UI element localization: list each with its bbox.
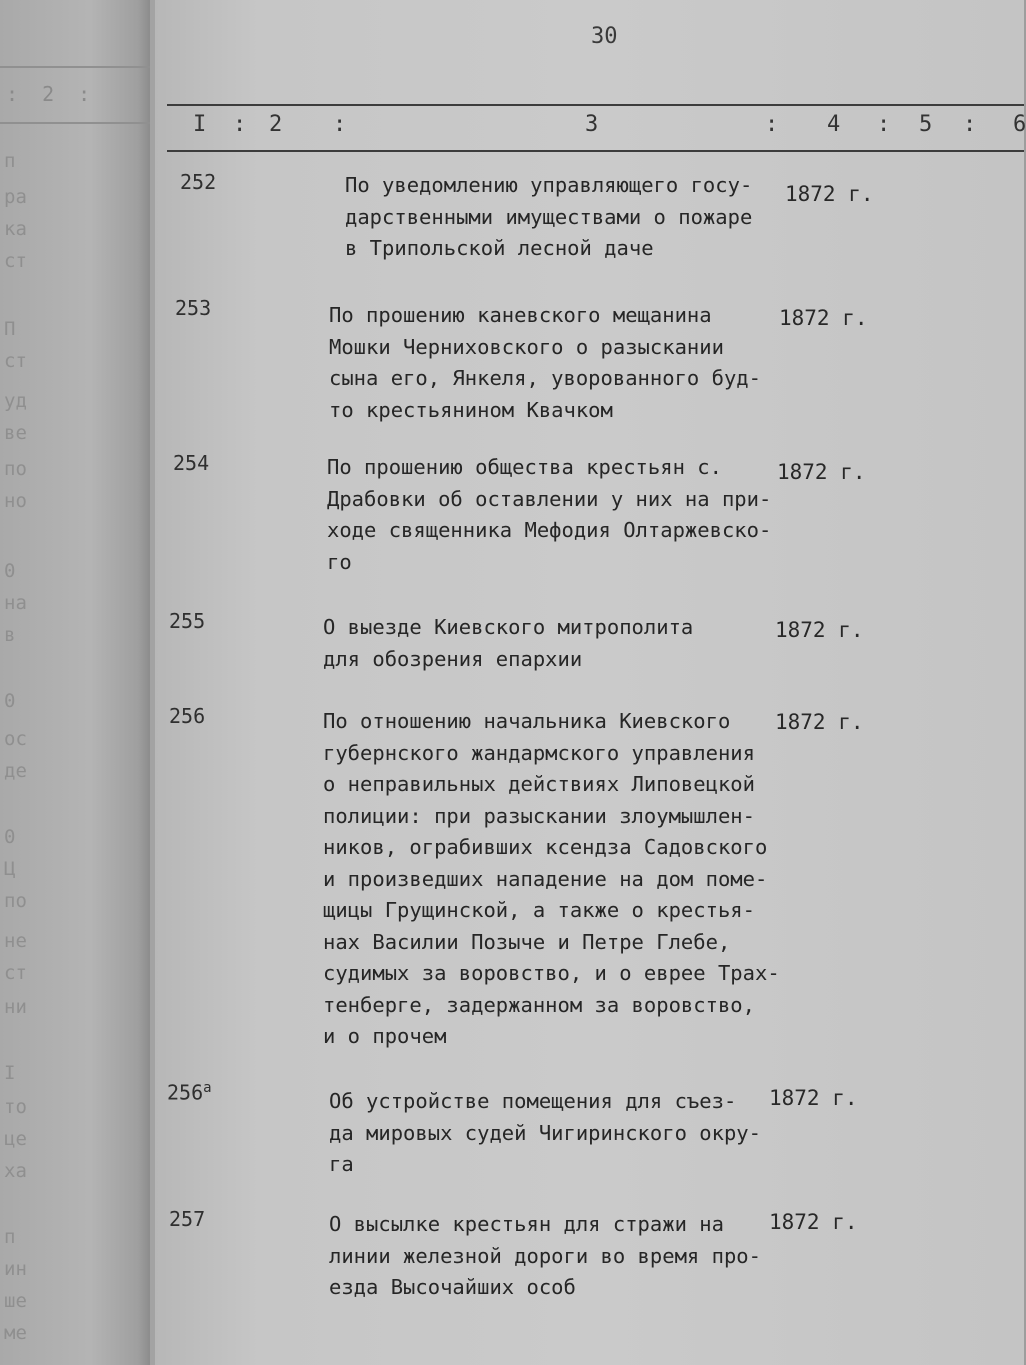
previous-page-fragment: ве bbox=[4, 422, 27, 444]
previous-page-fragment: ме bbox=[4, 1322, 27, 1344]
previous-page-fragment: ше bbox=[4, 1290, 27, 1312]
previous-page-fragment: ин bbox=[4, 1258, 27, 1280]
previous-page-fragment: ни bbox=[4, 996, 27, 1018]
entry-description bbox=[345, 170, 752, 265]
entry-number-value: 253 bbox=[175, 296, 212, 320]
previous-page-fragment: ст bbox=[4, 250, 27, 272]
entry-description-line: полиции: при разыскании злоумышлен- bbox=[323, 803, 755, 828]
entry-year: 1872 г. bbox=[775, 618, 864, 642]
previous-page-fragment: ст bbox=[4, 350, 27, 372]
entry-description-line: га bbox=[329, 1152, 354, 1176]
column-header: I bbox=[193, 112, 207, 137]
previous-page-fragment: п bbox=[4, 150, 16, 172]
previous-page-fragment: ка bbox=[4, 218, 27, 240]
entry-number bbox=[169, 704, 205, 728]
column-header: 4 bbox=[827, 112, 841, 137]
entry-number-value: 257 bbox=[169, 1207, 206, 1231]
entry-description-line: го bbox=[327, 549, 352, 574]
previous-page-fragment: ра bbox=[4, 186, 27, 208]
entry-description-line: По прошению каневского мещанина bbox=[329, 303, 712, 327]
previous-page-rule-bottom bbox=[0, 122, 150, 124]
entry-year: 1872 г. bbox=[779, 306, 868, 330]
column-header: : bbox=[877, 112, 891, 137]
entry-description-line: езда Высочайших особ bbox=[329, 1275, 576, 1299]
previous-page-fragment: ст bbox=[4, 962, 27, 984]
entry-number-value: 254 bbox=[173, 451, 210, 475]
entry-description-line: то крестьянином Квачком bbox=[329, 397, 613, 422]
entry-number bbox=[173, 451, 209, 475]
entry-description-line: линии железной дороги во время про- bbox=[329, 1243, 761, 1268]
entry-description-line: Об устройстве помещения для съез- bbox=[329, 1089, 737, 1113]
entry-description bbox=[329, 1209, 761, 1304]
entry-description-line: дарственными имуществами о пожаре bbox=[345, 204, 753, 229]
entry-number-value: 252 bbox=[180, 170, 217, 194]
page-number: 30 bbox=[591, 24, 618, 49]
previous-page-fragment: уд bbox=[4, 390, 27, 412]
entry-description-line: О высылке крестьян для стражи на bbox=[329, 1212, 724, 1236]
entry-description-line: ников, ограбивших ксендза Садовского bbox=[323, 835, 768, 859]
previous-page-fragment: в bbox=[4, 624, 16, 646]
previous-page-fragment: 0 bbox=[4, 560, 16, 582]
entry-number-value: 256 bbox=[167, 1080, 204, 1105]
entry-year: 1872 г. bbox=[769, 1210, 858, 1234]
entry-description-line: По отношению начальника Киевского bbox=[323, 709, 731, 733]
entry-number bbox=[169, 609, 205, 633]
entry-description-line: судимых за воровство, и о еврее Трах- bbox=[323, 961, 780, 985]
column-header: : bbox=[963, 112, 977, 137]
entry-year: 1872 г. bbox=[785, 182, 874, 206]
entry-description bbox=[323, 612, 693, 675]
entry-number bbox=[175, 296, 211, 320]
previous-page-fragment: на bbox=[4, 592, 27, 614]
previous-page-fragment: де bbox=[4, 760, 27, 782]
entry-number-value: 255 bbox=[169, 609, 206, 633]
entry-description-line: ходе священника Мефодия Олтаржевско- bbox=[327, 518, 772, 542]
entry-description-line: да мировых судей Чигиринского окру- bbox=[329, 1120, 761, 1145]
previous-page-fragment: не bbox=[4, 930, 27, 952]
entry-number bbox=[180, 170, 216, 194]
entry-description bbox=[329, 1086, 761, 1181]
previous-page-fragment: по bbox=[4, 890, 27, 912]
column-header: : bbox=[765, 112, 779, 137]
entry-description-line: тенберге, задержанном за воровство, bbox=[323, 992, 755, 1017]
entry-description bbox=[327, 452, 771, 578]
entry-number bbox=[167, 1080, 212, 1105]
previous-page-fragment: 0 bbox=[4, 690, 16, 712]
entry-number-value: 256 bbox=[169, 704, 206, 728]
entry-number bbox=[169, 1207, 205, 1231]
previous-page-fragment: п bbox=[4, 1226, 16, 1248]
entry-number-suffix: а bbox=[203, 1080, 212, 1096]
previous-page-fragment: П bbox=[4, 318, 16, 340]
previous-page-fragment: по bbox=[4, 458, 27, 480]
previous-page-rule-top bbox=[0, 66, 150, 68]
entry-description-line: о неправильных действиях Липовецкой bbox=[323, 772, 755, 796]
previous-page-header: : 2 : bbox=[6, 82, 97, 106]
entry-year: 1872 г. bbox=[769, 1086, 858, 1110]
entry-year: 1872 г. bbox=[775, 710, 864, 734]
previous-page-fragment: I bbox=[4, 1062, 16, 1084]
previous-page-fragment: то bbox=[4, 1096, 27, 1118]
previous-page-fragment: но bbox=[4, 490, 27, 512]
entry-description-line: и о прочем bbox=[323, 1024, 447, 1048]
previous-page-strip bbox=[0, 0, 150, 1365]
entry-description-line: По уведомлению управляющего госу- bbox=[345, 173, 753, 197]
column-header: : bbox=[233, 112, 247, 137]
previous-page-fragment: 0 bbox=[4, 826, 16, 848]
entry-description-line: О выезде Киевского митрополита bbox=[323, 615, 694, 639]
entry-description-line: нах Василии Позыче и Петре Глебе, bbox=[323, 929, 731, 954]
column-header: 6 bbox=[1013, 112, 1026, 137]
entry-description-line: в Трипольской лесной даче bbox=[345, 236, 654, 260]
header-rule-bottom bbox=[167, 150, 1024, 152]
entry-description-line: По прошению общества крестьян с. bbox=[327, 455, 722, 479]
document-page bbox=[155, 0, 1024, 1365]
previous-page-fragment: це bbox=[4, 1128, 27, 1150]
column-header: : bbox=[333, 112, 347, 137]
entry-year: 1872 г. bbox=[777, 460, 866, 484]
previous-page-fragment: ха bbox=[4, 1160, 27, 1182]
previous-page-fragment: Ц bbox=[4, 858, 16, 880]
entry-description-line: для обозрения епархии bbox=[323, 646, 583, 671]
entry-description-line: губернского жандармского управления bbox=[323, 740, 755, 765]
entry-description-line: сына его, Янкеля, уворованного буд- bbox=[329, 366, 761, 390]
entry-description-line: щицы Грущинской, а также о крестья- bbox=[323, 898, 755, 922]
header-rule-top bbox=[167, 104, 1024, 106]
column-header: 5 bbox=[919, 112, 933, 137]
entry-description-line: Мошки Черниховского о разыскании bbox=[329, 334, 724, 359]
column-header: 2 bbox=[269, 112, 283, 137]
previous-page-fragment: ос bbox=[4, 728, 27, 750]
entry-description-line: и произведших нападение на дом поме- bbox=[323, 866, 768, 891]
entry-description bbox=[329, 300, 761, 426]
entry-description-line: Драбовки об оставлении у них на при- bbox=[327, 486, 772, 511]
column-header: 3 bbox=[585, 112, 599, 137]
entry-description bbox=[323, 706, 780, 1053]
